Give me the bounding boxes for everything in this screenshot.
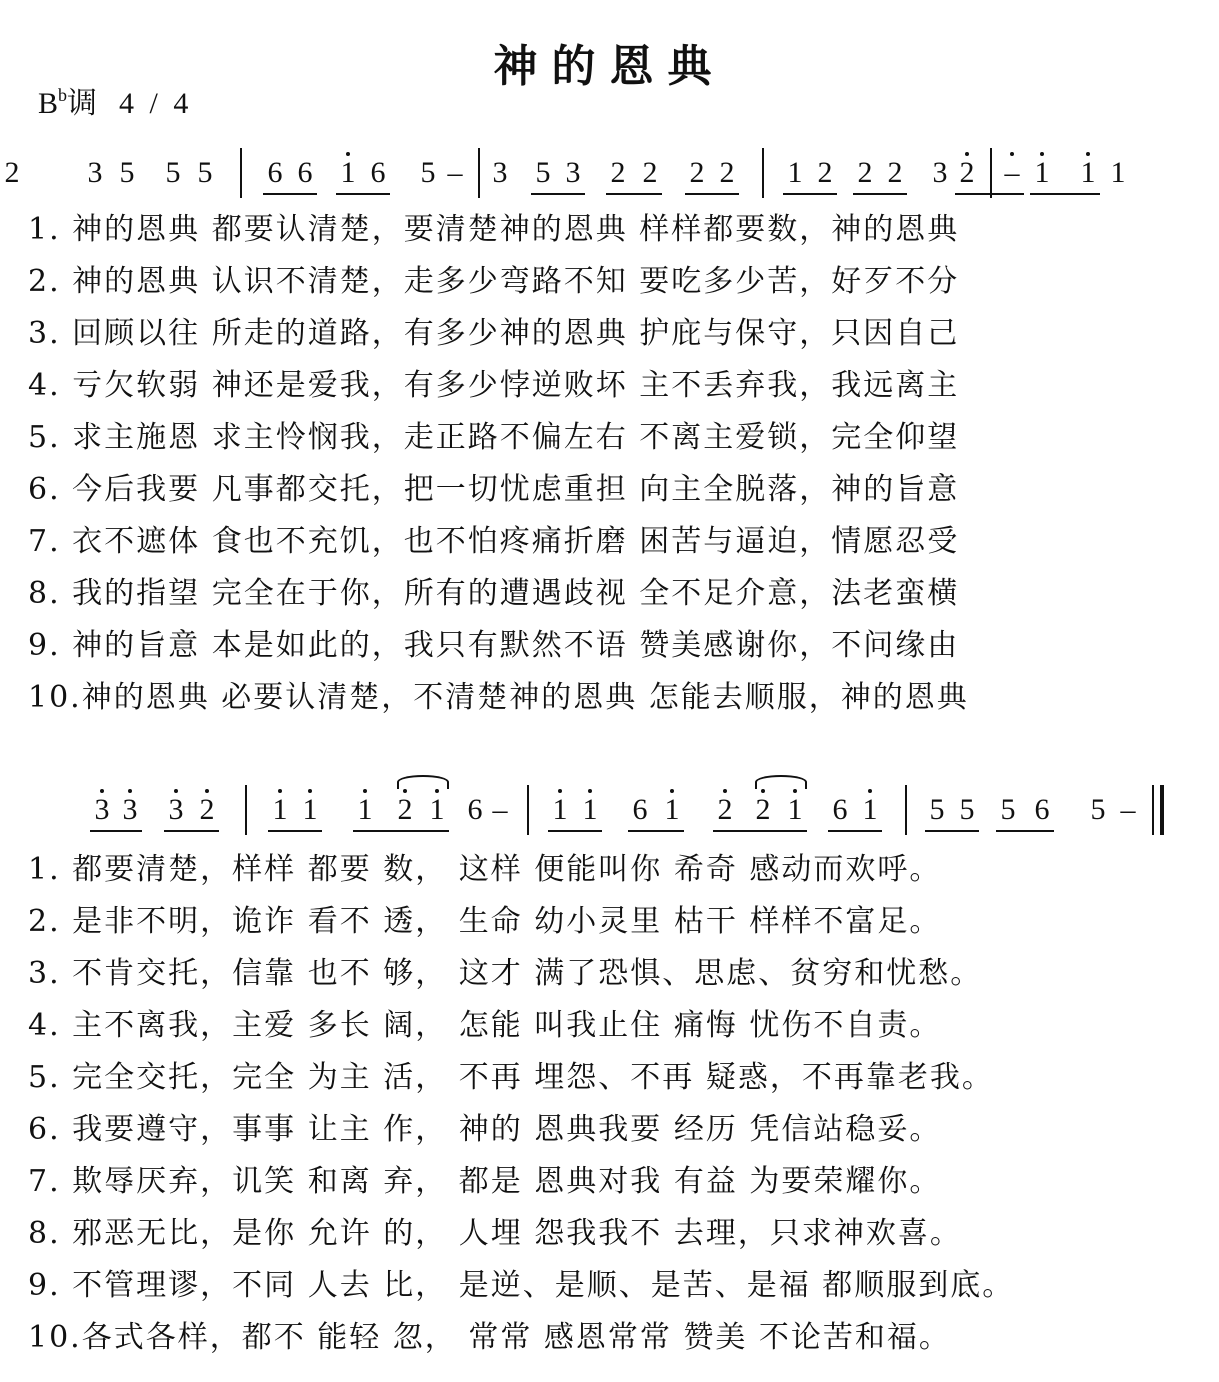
note: 2	[857, 156, 873, 189]
note: 1	[429, 793, 445, 826]
beam-underline	[1030, 193, 1100, 195]
lyric-verse-6: 6. 今后我要 凡事都交托，把一切忧虑重担 向主全脱落，神的旨意	[28, 472, 960, 507]
bar-line	[527, 785, 529, 835]
lyric-verse-2: 2. 神的恩典 认识不清楚，走多少弯路不知 要吃多少苦，好歹不分	[28, 264, 960, 299]
note: 3	[932, 156, 948, 189]
flat-accidental: b	[58, 85, 68, 105]
bar-line	[762, 148, 764, 198]
beam-underline	[628, 830, 684, 832]
lyric-verse-3: 3. 回顾以往 所走的道路，有多少神的恩典 护庇与保守，只因自己	[28, 316, 960, 351]
octave-dot	[723, 789, 727, 793]
octave-dot	[793, 789, 797, 793]
bar-line	[240, 148, 242, 198]
note: 2	[717, 793, 733, 826]
note: 6	[1034, 793, 1050, 826]
note: 6	[267, 156, 283, 189]
octave-dot	[363, 789, 367, 793]
note: 5	[535, 156, 551, 189]
lyric-verse-3: 3. 不肯交托，信靠 也不 够， 这才 满了恐惧、思虑、贫穷和忧愁。	[28, 956, 983, 991]
octave-dot	[1010, 152, 1014, 156]
beam-underline	[336, 193, 390, 195]
note: 1	[552, 793, 568, 826]
octave-dot	[965, 152, 969, 156]
note: 6	[832, 793, 848, 826]
lyric-verse-5: 5. 求主施恩 求主怜悯我，走正路不偏左右 不离主爱锁，完全仰望	[28, 420, 960, 455]
note: 2	[4, 156, 20, 189]
bar-line	[245, 785, 247, 835]
lyric-verse-2: 2. 是非不明，诡诈 看不 透， 生命 幼小灵里 枯干 样样不富足。	[28, 904, 942, 939]
beam-underline	[268, 830, 322, 832]
note: 3	[87, 156, 103, 189]
beam-underline	[996, 830, 1054, 832]
note: 1	[340, 156, 356, 189]
octave-dot	[403, 789, 407, 793]
octave-dot	[588, 789, 592, 793]
note: –	[492, 793, 508, 826]
note: 5	[1000, 793, 1016, 826]
note: 5	[119, 156, 135, 189]
note: 5	[165, 156, 181, 189]
lyric-verse-8: 8. 我的指望 完全在于你，所有的遭遇歧视 全不足介意，法老蛮横	[28, 576, 960, 611]
octave-dot	[205, 789, 209, 793]
note: 1	[302, 793, 318, 826]
final-bar-line	[1152, 785, 1154, 835]
bar-line	[990, 148, 992, 198]
note: 3	[122, 793, 138, 826]
octave-dot	[174, 789, 178, 793]
note: 1	[664, 793, 680, 826]
lyric-verse-1: 1. 都要清楚，样样 都要 数， 这样 便能叫你 希奇 感动而欢呼。	[28, 852, 942, 887]
lyric-verse-5: 5. 完全交托，完全 为主 活， 不再 埋怨、不再 疑惑，不再靠老我。	[28, 1060, 994, 1095]
lyric-verse-7: 7. 欺辱厌弃，讥笑 和离 弃， 都是 恩典对我 有益 为要荣耀你。	[28, 1164, 942, 1199]
note: 2	[719, 156, 735, 189]
slur	[755, 775, 807, 789]
note: 1	[1110, 156, 1126, 189]
note: 1	[582, 793, 598, 826]
lyric-verse-10: 10.各式各样，都不 能轻 忽， 常常 感恩常常 赞美 不论苦和福。	[28, 1320, 951, 1355]
note: 3	[492, 156, 508, 189]
note: 2	[610, 156, 626, 189]
beam-underline	[606, 193, 662, 195]
beam-underline	[783, 193, 837, 195]
beam-underline	[164, 830, 219, 832]
lyric-verse-7: 7. 衣不遮体 食也不充饥，也不怕疼痛折磨 困苦与逼迫，情愿忍受	[28, 524, 960, 559]
beam-underline	[263, 193, 317, 195]
note: 3	[94, 793, 110, 826]
beam-underline	[925, 830, 979, 832]
lyric-verse-1: 1. 神的恩典 都要认清楚，要清楚神的恩典 样样都要数，神的恩典	[28, 212, 960, 247]
note: 1	[862, 793, 878, 826]
octave-dot	[278, 789, 282, 793]
note: 2	[397, 793, 413, 826]
beam-underline	[353, 830, 449, 832]
beam-underline	[531, 193, 585, 195]
note: 1	[272, 793, 288, 826]
beam-underline	[955, 193, 1024, 195]
note: 6	[632, 793, 648, 826]
key-suffix: 调	[67, 87, 98, 120]
note: 3	[168, 793, 184, 826]
beam-underline	[548, 830, 602, 832]
octave-dot	[1040, 152, 1044, 156]
octave-dot	[670, 789, 674, 793]
note: 1	[787, 793, 803, 826]
note: 3	[565, 156, 581, 189]
slur	[397, 775, 449, 789]
note: –	[447, 156, 463, 189]
note: 2	[689, 156, 705, 189]
beam-underline	[828, 830, 882, 832]
octave-dot	[128, 789, 132, 793]
time-signature: 4 / 4	[119, 87, 193, 120]
octave-dot	[761, 789, 765, 793]
notation-line-2	[0, 785, 1219, 845]
note: 2	[887, 156, 903, 189]
note: –	[1004, 156, 1020, 189]
octave-dot	[346, 152, 350, 156]
note: 1	[1080, 156, 1096, 189]
bar-line	[478, 148, 480, 198]
octave-dot	[868, 789, 872, 793]
lyric-verse-6: 6. 我要遵守，事事 让主 作， 神的 恩典我要 经历 凭信站稳妥。	[28, 1112, 942, 1147]
bar-line	[905, 785, 907, 835]
octave-dot	[435, 789, 439, 793]
note: 6	[467, 793, 483, 826]
note: 2	[817, 156, 833, 189]
note: 5	[1090, 793, 1106, 826]
key-signature	[38, 78, 192, 122]
notation-line-1	[0, 148, 1219, 208]
note: 2	[642, 156, 658, 189]
song-title: 神的恩典	[493, 41, 726, 92]
octave-dot	[308, 789, 312, 793]
octave-dot	[100, 789, 104, 793]
octave-dot	[1086, 152, 1090, 156]
note: 5	[929, 793, 945, 826]
note: –	[1120, 793, 1136, 826]
lyric-verse-10: 10.神的恩典 必要认清楚，不清楚神的恩典 怎能去顺服，神的恩典	[28, 680, 969, 715]
final-bar-line	[1160, 785, 1164, 835]
note: 6	[370, 156, 386, 189]
note: 2	[199, 793, 215, 826]
key-letter: B	[38, 87, 59, 120]
lyric-verse-4: 4. 主不离我，主爱 多长 阔， 怎能 叫我止住 痛悔 忧伤不自责。	[28, 1008, 942, 1043]
note: 2	[959, 156, 975, 189]
lyric-verse-9: 9. 不管理谬，不同 人去 比， 是逆、是顺、是苦、是福 都顺服到底。	[28, 1268, 1015, 1303]
note: 1	[1034, 156, 1050, 189]
note: 6	[297, 156, 313, 189]
beam-underline	[853, 193, 907, 195]
note: 5	[197, 156, 213, 189]
note: 2	[755, 793, 771, 826]
note: 5	[420, 156, 436, 189]
lyric-verse-4: 4. 亏欠软弱 神还是爱我，有多少悖逆败坏 主不丢弃我，我远离主	[28, 368, 960, 403]
note: 1	[787, 156, 803, 189]
note: 1	[357, 793, 373, 826]
beam-underline	[685, 193, 739, 195]
beam-underline	[90, 830, 142, 832]
beam-underline	[713, 830, 807, 832]
octave-dot	[558, 789, 562, 793]
note: 5	[959, 793, 975, 826]
lyric-verse-8: 8. 邪恶无比，是你 允许 的， 人埋 怨我我不 去理，只求神欢喜。	[28, 1216, 962, 1251]
lyric-verse-9: 9. 神的旨意 本是如此的，我只有默然不语 赞美感谢你，不问缘由	[28, 628, 960, 663]
